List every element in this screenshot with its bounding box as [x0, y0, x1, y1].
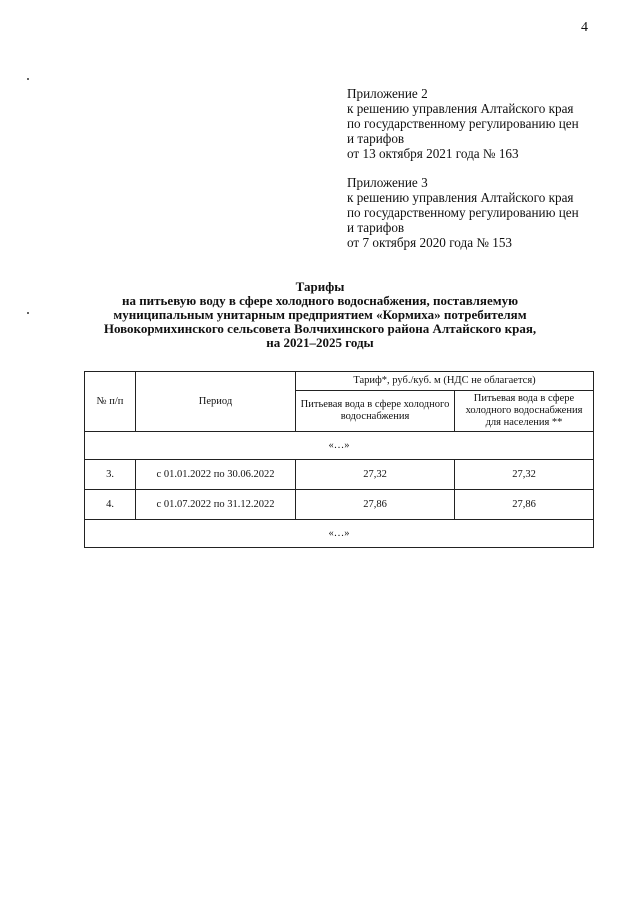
page-number: 4: [581, 20, 588, 35]
header-number: № п/п: [85, 372, 136, 432]
title-line: Новокормихинского сельсовета Волчихинского района Алтайского края,: [103, 321, 537, 336]
header-col-b: Питьевая вода в сфере холодного водоснабжения для населения **: [455, 391, 594, 432]
cell-number: 4.: [85, 490, 136, 520]
header-tariff-group: Тариф*, руб./куб. м (НДС не облагается): [296, 372, 594, 391]
cell-number: 3.: [85, 460, 136, 490]
cell-period: с 01.01.2022 по 30.06.2022: [136, 460, 296, 490]
scan-dot: [27, 312, 29, 314]
appendix-3-line: и тарифов: [347, 220, 405, 235]
cell-col-a: 27,86: [296, 490, 455, 520]
title-line: на питьевую воду в сфере холодного водоснабжения, поставляемую: [121, 293, 519, 308]
ellipsis-cell: «…»: [85, 520, 594, 548]
table-header-row: [85, 372, 594, 391]
table-row: [85, 490, 594, 520]
appendix-2-line: по государственному регулированию цен: [347, 116, 579, 131]
title-line: муниципальным унитарным предприятием «Кормиха» потребителям: [113, 307, 527, 322]
title-line: Тарифы: [295, 279, 345, 294]
tariffs-table: [84, 371, 594, 548]
table-row-ellipsis: [85, 432, 594, 460]
appendix-2-line: Приложение 2: [347, 86, 428, 101]
header-col-a: Питьевая вода в сфере холодного водоснабжения: [296, 391, 455, 432]
appendix-3-line: по государственному регулированию цен: [347, 205, 579, 220]
cell-col-b: 27,86: [455, 490, 594, 520]
cell-col-b: 27,32: [455, 460, 594, 490]
table-row: [85, 460, 594, 490]
appendix-3-block: [347, 175, 579, 250]
appendix-3-line: от 7 октября 2020 года № 153: [347, 235, 513, 250]
header-period: Период: [136, 372, 296, 432]
appendix-3-line: Приложение 3: [347, 175, 428, 190]
title-line: на 2021–2025 годы: [266, 335, 374, 350]
document-title: [60, 280, 580, 350]
cell-period: с 01.07.2022 по 31.12.2022: [136, 490, 296, 520]
appendix-2-block: [347, 86, 579, 161]
ellipsis-cell: «…»: [85, 432, 594, 460]
appendix-2-line: от 13 октября 2021 года № 163: [347, 146, 519, 161]
appendix-3-line: к решению управления Алтайского края: [347, 190, 574, 205]
cell-col-a: 27,32: [296, 460, 455, 490]
appendix-2-line: и тарифов: [347, 131, 405, 146]
appendix-2-line: к решению управления Алтайского края: [347, 101, 574, 116]
table-row-ellipsis: [85, 520, 594, 548]
scan-dot: [27, 78, 29, 80]
